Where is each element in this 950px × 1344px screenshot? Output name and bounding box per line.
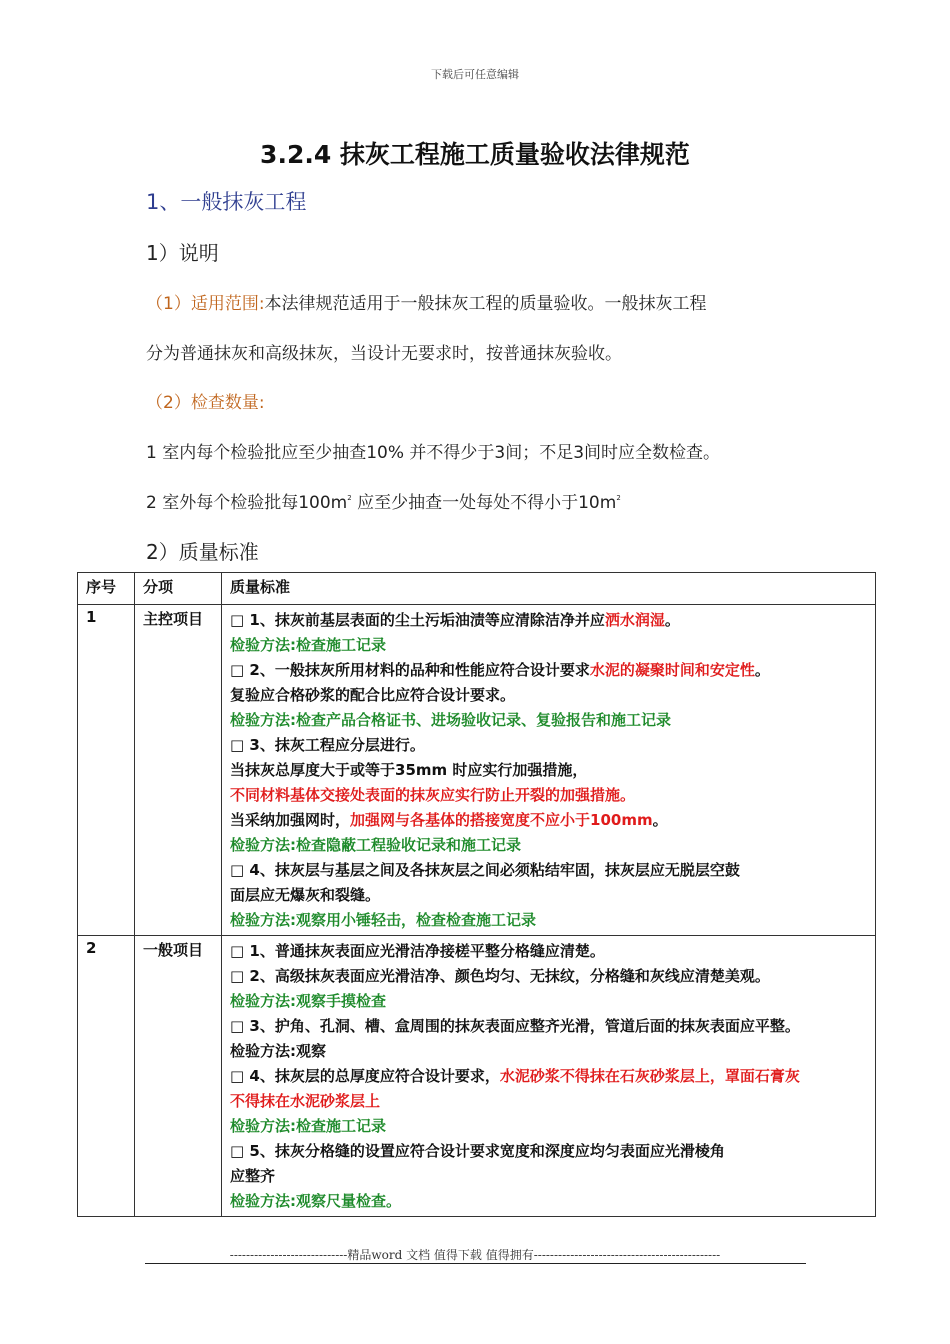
standard-text: □ 3、抹灰工程应分层进行。 xyxy=(230,736,425,754)
standard-text: 面层应无爆灰和裂缝。 xyxy=(230,886,381,904)
standard-text: 不得抹在水泥砂浆层上 xyxy=(230,1092,381,1110)
indoor-sampling-rule: 1 室内每个检验批应至少抽查10% 并不得少于3间；不足3间时应全数检查。 xyxy=(146,443,721,463)
header-cell-number: 序号 xyxy=(78,573,135,605)
outdoor-rule-part2: 应至少抽查一处每处不得小于10m xyxy=(351,493,617,513)
standard-line xyxy=(230,633,867,658)
standard-text: 。 xyxy=(754,661,770,679)
table-row xyxy=(78,605,876,936)
subsection-heading-quality: 2）质量标准 xyxy=(146,540,259,564)
standard-text: □ 1、抹灰前基层表面的尘土污垢油渍等应清除洁净并应 xyxy=(230,611,605,629)
standard-line xyxy=(230,939,867,964)
table-header-row xyxy=(78,573,876,605)
standard-line xyxy=(230,1064,867,1089)
standard-text: 复验应合格砂浆的配合比应符合设计要求。 xyxy=(230,686,516,704)
standard-text: 检验方法:检查施工记录 xyxy=(230,636,386,654)
standard-text: 应整齐 xyxy=(230,1167,276,1185)
standard-line xyxy=(230,708,867,733)
standard-text: 。 xyxy=(652,811,668,829)
standard-line xyxy=(230,1139,867,1164)
page-title: 3.2.4 抹灰工程施工质量验收法律规范 xyxy=(260,140,690,169)
standard-line xyxy=(230,683,867,708)
section-heading: 1、一般抹灰工程 xyxy=(146,190,307,214)
standard-text: 水泥的凝聚时间和安定性 xyxy=(589,661,755,679)
standard-text: 。 xyxy=(664,611,680,629)
standard-text: 检验方法:检查施工记录 xyxy=(230,1117,386,1135)
standard-line xyxy=(230,989,867,1014)
scope-paragraph xyxy=(146,289,707,314)
footer-note: -----------------------------精品word 文档 值得下载 值得拥有---------------------------------------------- xyxy=(229,1248,721,1262)
footer-divider xyxy=(145,1263,806,1264)
standard-line xyxy=(230,608,867,633)
standard-line xyxy=(230,783,867,808)
outdoor-sampling-rule xyxy=(146,488,621,513)
standard-line xyxy=(230,883,867,908)
standard-text: 当抹灰总厚度大于或等于35mm 时应实行加强措施， xyxy=(230,761,588,779)
row-standard-cell xyxy=(222,605,876,936)
standard-line xyxy=(230,1164,867,1189)
row-number: 2 xyxy=(78,936,135,1217)
standard-text: 水泥砂浆不得抹在石灰砂浆层上，罩面石膏灰 xyxy=(499,1067,800,1085)
superscript-2: 2 xyxy=(347,494,352,502)
standard-text: 检验方法:观察用小锤轻击，检查检查施工记录 xyxy=(230,911,537,929)
standard-text: □ 4、抹灰层的总厚度应符合设计要求， xyxy=(230,1067,500,1085)
standard-text: 不同材料基体交接处表面的抹灰应实行防止开裂的加强措施。 xyxy=(230,786,636,804)
standard-line xyxy=(230,964,867,989)
standard-text: □ 5、抹灰分格缝的设置应符合设计要求宽度和深度应均匀表面应光滑棱角 xyxy=(230,1142,725,1160)
standard-text: 检验方法:检查产品合格证书、进场验收记录、复验报告和施工记录 xyxy=(230,711,672,729)
standard-line xyxy=(230,808,867,833)
row-number: 1 xyxy=(78,605,135,936)
standard-text: □ 2、高级抹灰表面应光滑洁净、颜色均匀、无抹纹，分格缝和灰线应清楚美观。 xyxy=(230,967,770,985)
row-standard-cell xyxy=(222,936,876,1217)
header-cell-standard: 质量标准 xyxy=(222,573,876,605)
quantity-label-text: （2）检查数量: xyxy=(146,393,265,413)
standard-text: □ 2、一般抹灰所用材料的品种和性能应符合设计要求 xyxy=(230,661,590,679)
standard-line xyxy=(230,758,867,783)
standard-text: 检验方法:观察 xyxy=(230,1042,326,1060)
header-note: 下载后可任意编辑 xyxy=(431,68,519,81)
standard-line xyxy=(230,1014,867,1039)
standard-text: 检验方法:观察手摸检查 xyxy=(230,992,386,1010)
table-row xyxy=(78,936,876,1217)
scope-text: 本法律规范适用于一般抹灰工程的质量验收。一般抹灰工程 xyxy=(264,294,707,314)
header-cell-item: 分项 xyxy=(135,573,222,605)
superscript-2: 2 xyxy=(616,494,621,502)
standard-line xyxy=(230,858,867,883)
standard-text: □ 3、护角、孔洞、槽、盒周围的抹灰表面应整齐光滑，管道后面的抹灰表面应平整。 xyxy=(230,1017,800,1035)
standard-line xyxy=(230,1089,867,1114)
standard-line xyxy=(230,1039,867,1064)
row-item: 主控项目 xyxy=(135,605,222,936)
standard-line xyxy=(230,733,867,758)
subsection-heading-description: 1）说明 xyxy=(146,241,219,265)
quality-standard-table xyxy=(77,572,876,1217)
quantity-label xyxy=(146,388,265,413)
scope-paragraph-continued: 分为普通抹灰和高级抹灰，当设计无要求时，按普通抹灰验收。 xyxy=(146,344,622,364)
standard-text: 洒水润湿 xyxy=(604,611,665,629)
standard-line xyxy=(230,833,867,858)
outdoor-rule-part1: 2 室外每个检验批每100m xyxy=(146,493,348,513)
standard-line xyxy=(230,1114,867,1139)
standard-text: □ 1、普通抹灰表面应光滑洁净接槎平整分格缝应清楚。 xyxy=(230,942,605,960)
standard-line xyxy=(230,658,867,683)
scope-label: （1）适用范围: xyxy=(146,294,265,314)
standard-text: 检验方法:观察尺量检查。 xyxy=(230,1192,401,1210)
standard-line xyxy=(230,908,867,933)
standard-line xyxy=(230,1189,867,1214)
standard-text: 当采纳加强网时， xyxy=(230,811,351,829)
row-item: 一般项目 xyxy=(135,936,222,1217)
standard-text: 检验方法:检查隐蔽工程验收记录和施工记录 xyxy=(230,836,522,854)
standard-text: □ 4、抹灰层与基层之间及各抹灰层之间必须粘结牢固，抹灰层应无脱层空鼓 xyxy=(230,861,740,879)
standard-text: 加强网与各基体的搭接宽度不应小于100mm xyxy=(350,811,653,829)
